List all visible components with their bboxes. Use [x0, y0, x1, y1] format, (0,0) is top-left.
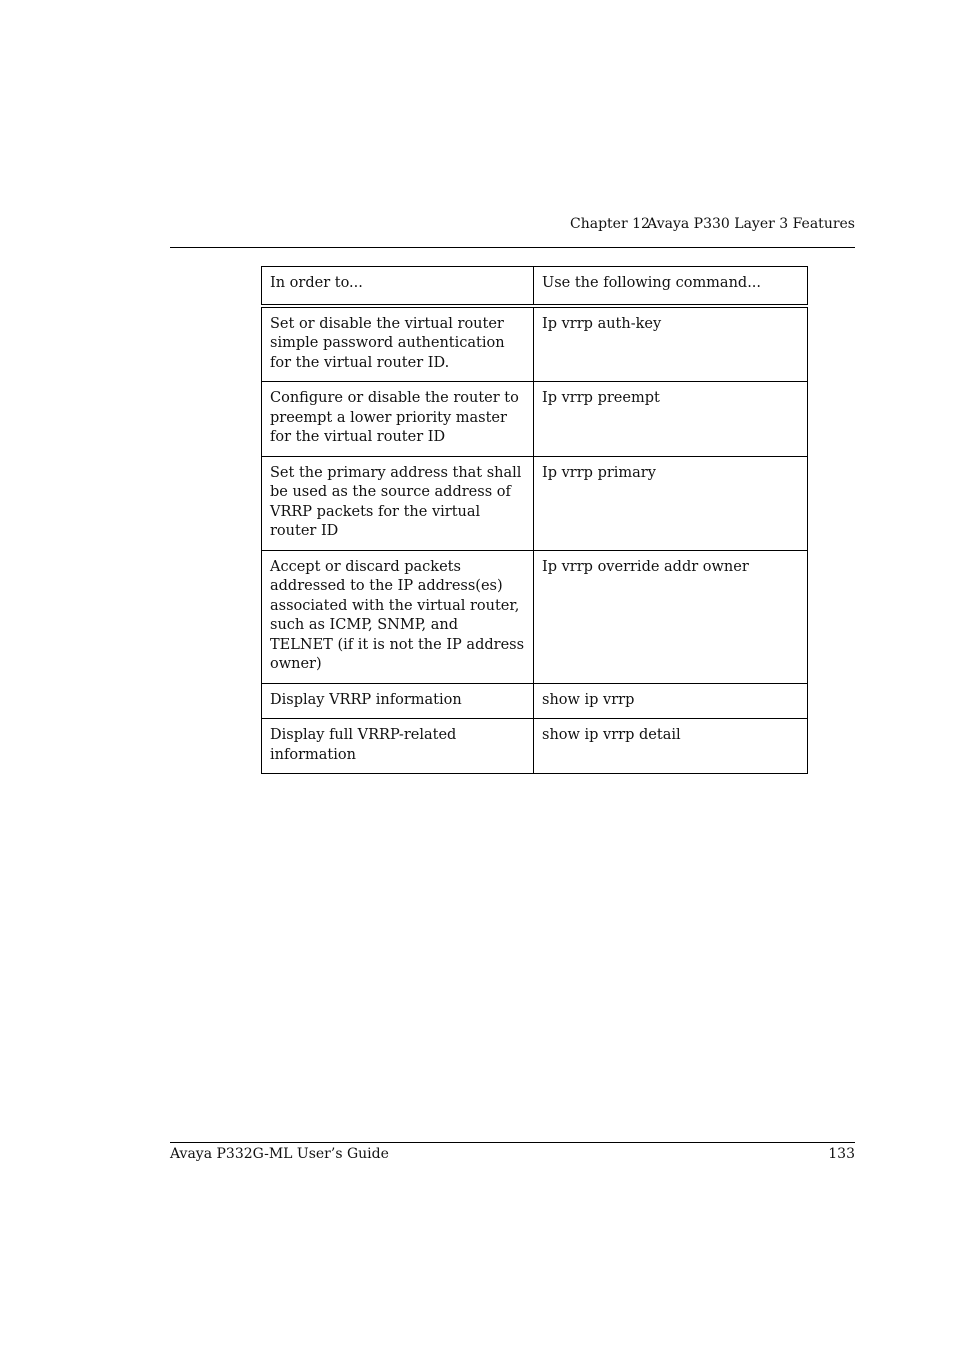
task-cell: Display VRRP information	[262, 683, 534, 719]
command-cell: show ip vrrp	[534, 683, 808, 719]
table-row	[262, 683, 808, 719]
chapter-label: Chapter 12	[570, 216, 650, 232]
page-number: 133	[828, 1146, 855, 1162]
table-header-row	[262, 267, 808, 306]
page-footer	[170, 1142, 855, 1162]
column-header-task: In order to...	[262, 267, 534, 306]
command-cell: Ip vrrp preempt	[534, 382, 808, 457]
table-row	[262, 550, 808, 683]
command-cell: show ip vrrp detail	[534, 719, 808, 774]
task-cell: Set or disable the virtual router simple password authentication for the virtual router ID.	[262, 306, 534, 382]
guide-title: Avaya P332G-ML User’s Guide	[170, 1146, 389, 1162]
task-cell: Configure or disable the router to preempt a lower priority master for the virtual router ID	[262, 382, 534, 457]
table-row	[262, 382, 808, 457]
table-row	[262, 456, 808, 550]
command-cell: Ip vrrp override addr owner	[534, 550, 808, 683]
task-cell: Accept or discard packets addressed to the IP address(es) associated with the virtual router, such as ICMP, SNMP, and TELNET (if it is not the IP address owner)	[262, 550, 534, 683]
task-cell: Display full VRRP-related information	[262, 719, 534, 774]
command-cell: Ip vrrp primary	[534, 456, 808, 550]
task-cell: Set the primary address that shall be used as the source address of VRRP packets for the virtual router ID	[262, 456, 534, 550]
command-cell: Ip vrrp auth-key	[534, 306, 808, 382]
table-row	[262, 719, 808, 774]
chapter-title: Avaya P330 Layer 3 Features	[647, 216, 855, 232]
column-header-command: Use the following command...	[534, 267, 808, 306]
vrrp-command-table	[261, 266, 808, 774]
table-row	[262, 306, 808, 382]
page-header	[170, 214, 855, 248]
